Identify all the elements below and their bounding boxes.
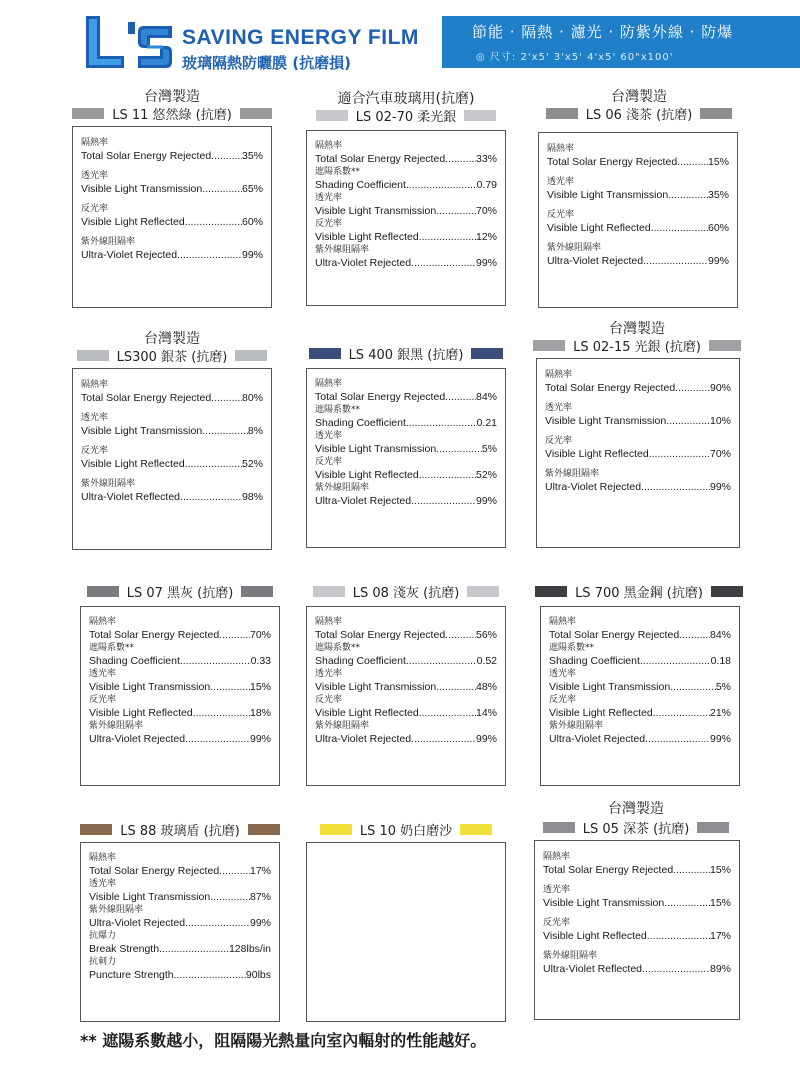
spec-vlt: 透光率 Visible Light Transmission ..... 5% (549, 669, 731, 695)
color-swatch (248, 824, 280, 835)
page-header (0, 0, 800, 80)
color-swatch (309, 348, 341, 359)
product-title: LS300 銀茶 (抗磨) (116, 349, 228, 365)
spec-heat: 隔熱率 Total Solar Energy Rejected ..... 70% (89, 617, 271, 643)
spec-vlt: 透光率 Visible Light Transmission ..... 35% (547, 176, 729, 202)
color-swatch (533, 340, 565, 351)
spec-box (536, 358, 740, 548)
color-swatch (235, 350, 267, 361)
spec-box (306, 606, 506, 786)
card-titlebar (534, 104, 744, 122)
spec-box (72, 368, 272, 550)
spec-uv: 紫外線阻隔率 Ultra-Violet Rejected ..... 99% (315, 483, 497, 509)
spec-uv: 紫外線阻隔率 Ultra-Violet Rejected ..... 99% (315, 245, 497, 271)
spec-box (306, 130, 506, 306)
spec-box (534, 840, 740, 1020)
spec-heat: 隔熱率 Total Solar Energy Rejected ..... 15% (543, 851, 731, 877)
card-titlebar (528, 818, 744, 836)
spec-shading: 遮陽系數** Shading Coefficient ..... 0.21 (315, 405, 497, 431)
spec-box (80, 842, 280, 1022)
product-title: LS 02-15 光銀 (抗磨) (573, 339, 701, 355)
product-card (66, 84, 278, 310)
feature-banner (442, 16, 800, 68)
spec-uv: 紫外線阻隔率 Ultra-Violet Rejected ..... 99% (547, 242, 729, 268)
spec-box (538, 132, 738, 308)
color-swatch (697, 822, 729, 833)
spec-vlt: 透光率 Visible Light Transmission ..... 10% (545, 402, 731, 428)
feature-list: 節能 · 隔熱 · 濾光 · 防紫外線 · 防爆 (472, 23, 734, 41)
footnote: ** 遮陽系數越小，阻隔陽光熱量向室內輻射的性能越好。 (80, 1031, 487, 1050)
spec-reflect: 反光率 Visible Light Reflected ..... 60% (81, 203, 263, 229)
product-card (530, 316, 744, 552)
card-titlebar (74, 582, 286, 600)
spec-vlt: 透光率 Visible Light Transmission ..... 48% (315, 669, 497, 695)
color-swatch (467, 586, 499, 597)
spec-box (306, 368, 506, 548)
brand-name-en: SAVING ENERGY FILM (182, 26, 419, 49)
spec-reflect: 反光率 Visible Light Reflected ..... 17% (543, 917, 731, 943)
spec-reflect: 反光率 Visible Light Reflected ..... 70% (545, 435, 731, 461)
product-title: LS 08 淺灰 (抗磨) (352, 585, 460, 601)
color-swatch (72, 108, 104, 119)
spec-shading: 遮陽系數** Shading Coefficient ..... 0.52 (315, 643, 497, 669)
spec-uv: 紫外線阻隔率 Ultra-Violet Rejected ..... 99% (81, 236, 263, 262)
color-swatch (464, 110, 496, 121)
product-title: LS 400 銀黑 (抗磨) (348, 347, 464, 363)
card-titlebar (66, 104, 278, 122)
spec-heat: 隔熱率 Total Solar Energy Rejected ..... 80% (81, 379, 263, 405)
brand-name-zh: 玻璃隔熱防曬膜 (抗磨損) (182, 54, 351, 72)
spec-heat: 隔熱率 Total Solar Energy Rejected ..... 33% (315, 141, 497, 167)
color-swatch (711, 586, 743, 597)
spec-vlt: 透光率 Visible Light Transmission ..... 87% (89, 879, 271, 905)
product-card (300, 340, 512, 552)
color-swatch (316, 110, 348, 121)
spec-uv: 紫外線阻隔率 Ultra-Violet Reflected ..... 89% (543, 950, 731, 976)
spec-reflect: 反光率 Visible Light Reflected ..... 52% (81, 445, 263, 471)
color-swatch (709, 340, 741, 351)
product-card (300, 582, 512, 788)
product-card (74, 582, 286, 788)
product-card (300, 820, 512, 1024)
color-swatch (546, 108, 578, 119)
spec-heat: 隔熱率 Total Solar Energy Rejected ..... 17% (89, 853, 271, 879)
spec-shading: 遮陽系數** Shading Coefficient ..... 0.79 (315, 167, 497, 193)
product-title: LS 02-70 柔光銀 (355, 109, 457, 125)
spec-heat: 隔熱率 Total Solar Energy Rejected ..... 84% (549, 617, 731, 643)
spec-box (540, 606, 740, 786)
spec-uv: 紫外線阻隔率 Ultra-Violet Rejected ..... 99% (549, 721, 731, 747)
color-swatch (80, 824, 112, 835)
product-card (534, 582, 744, 788)
spec-reflect: 反光率 Visible Light Reflected ..... 18% (89, 695, 271, 721)
spec-reflect: 反光率 Visible Light Reflected ..... 12% (315, 219, 497, 245)
spec-shading: 遮陽系數** Shading Coefficient ..... 0.18 (549, 643, 731, 669)
spec-heat: 隔熱率 Total Solar Energy Rejected ..... 84% (315, 379, 497, 405)
spec-vlt: 透光率 Visible Light Transmission ..... 8% (81, 412, 263, 438)
color-swatch (77, 350, 109, 361)
spec-uv: 紫外線阻隔率 Ultra-Violet Rejected ..... 99% (89, 721, 271, 747)
color-swatch (460, 824, 492, 835)
color-swatch (313, 586, 345, 597)
spec-box-empty (306, 842, 506, 1022)
color-swatch (543, 822, 575, 833)
card-titlebar (300, 582, 512, 600)
spec-reflect: 反光率 Visible Light Reflected ..... 21% (549, 695, 731, 721)
color-swatch (240, 108, 272, 119)
color-swatch (700, 108, 732, 119)
color-swatch (87, 586, 119, 597)
color-swatch (320, 824, 352, 835)
product-title: LS 11 悠然綠 (抗磨) (112, 107, 232, 123)
card-titlebar (300, 106, 512, 124)
spec-reflect: 反光率 Visible Light Reflected ..... 52% (315, 457, 497, 483)
product-card (534, 84, 744, 310)
spec-reflect: 反光率 Visible Light Reflected ..... 60% (547, 209, 729, 235)
card-origin: 台灣製造 (144, 89, 200, 105)
card-origin: 台灣製造 (144, 331, 200, 347)
product-card (300, 88, 512, 310)
spec-heat: 隔熱率 Total Solar Energy Rejected ..... 35% (81, 137, 263, 163)
card-titlebar (534, 582, 744, 600)
spec-box (80, 606, 280, 786)
spec-vlt: 透光率 Visible Light Transmission ..... 70% (315, 193, 497, 219)
color-swatch (241, 586, 273, 597)
product-title: LS 05 深茶 (抗磨) (582, 821, 690, 837)
spec-uv: 紫外線阻隔率 Ultra-Violet Reflected ..... 98% (81, 478, 263, 504)
product-title: LS 10 奶白磨沙 (359, 823, 453, 839)
color-swatch (471, 348, 503, 359)
product-card (74, 820, 286, 1024)
card-titlebar (300, 820, 512, 838)
card-titlebar (66, 346, 278, 364)
color-swatch (535, 586, 567, 597)
spec-vlt: 透光率 Visible Light Transmission ..... 15% (543, 884, 731, 910)
product-card (528, 796, 744, 1024)
card-titlebar (530, 336, 744, 354)
spec-vlt: 透光率 Visible Light Transmission ..... 5% (315, 431, 497, 457)
product-card (66, 322, 278, 552)
spec-break: 抗爆力 Break Strength ..... 128lbs/in (89, 931, 271, 957)
spec-reflect: 反光率 Visible Light Reflected ..... 14% (315, 695, 497, 721)
card-origin: 台灣製造 (611, 89, 667, 105)
spec-shading: 遮陽系數** Shading Coefficient ..... 0.33 (89, 643, 271, 669)
product-title: LS 700 黑金鋼 (抗磨) (575, 585, 703, 601)
spec-vlt: 透光率 Visible Light Transmission ..... 15% (89, 669, 271, 695)
card-titlebar (74, 820, 286, 838)
size-list: ◎ 尺寸: 2'x5' 3'x5' 4'x5' 60"x100' (476, 52, 674, 63)
product-title: LS 07 黑灰 (抗磨) (126, 585, 234, 601)
spec-uv: 紫外線阻隔率 Ultra-Violet Rejected ..... 99% (315, 721, 497, 747)
spec-heat: 隔熱率 Total Solar Energy Rejected ..... 56% (315, 617, 497, 643)
ls-logo-icon (80, 12, 175, 70)
card-origin: 台灣製造 (608, 801, 664, 817)
spec-uv: 紫外線阻隔率 Ultra-Violet Rejected ..... 99% (89, 905, 271, 931)
card-titlebar (300, 344, 512, 362)
spec-heat: 隔熱率 Total Solar Energy Rejected ..... 15% (547, 143, 729, 169)
spec-box (72, 126, 272, 308)
card-origin: 適合汽車玻璃用(抗磨) (337, 91, 475, 107)
card-origin: 台灣製造 (609, 321, 665, 337)
spec-heat: 隔熱率 Total Solar Energy Rejected ..... 90% (545, 369, 731, 395)
spec-uv: 紫外線阻隔率 Ultra-Violet Rejected ..... 99% (545, 468, 731, 494)
spec-vlt: 透光率 Visible Light Transmission ..... 65% (81, 170, 263, 196)
spec-puncture: 抗刺力 Puncture Strength ..... 90lbs (89, 957, 271, 983)
product-title: LS 88 玻璃盾 (抗磨) (120, 823, 240, 839)
product-title: LS 06 淺茶 (抗磨) (585, 107, 693, 123)
